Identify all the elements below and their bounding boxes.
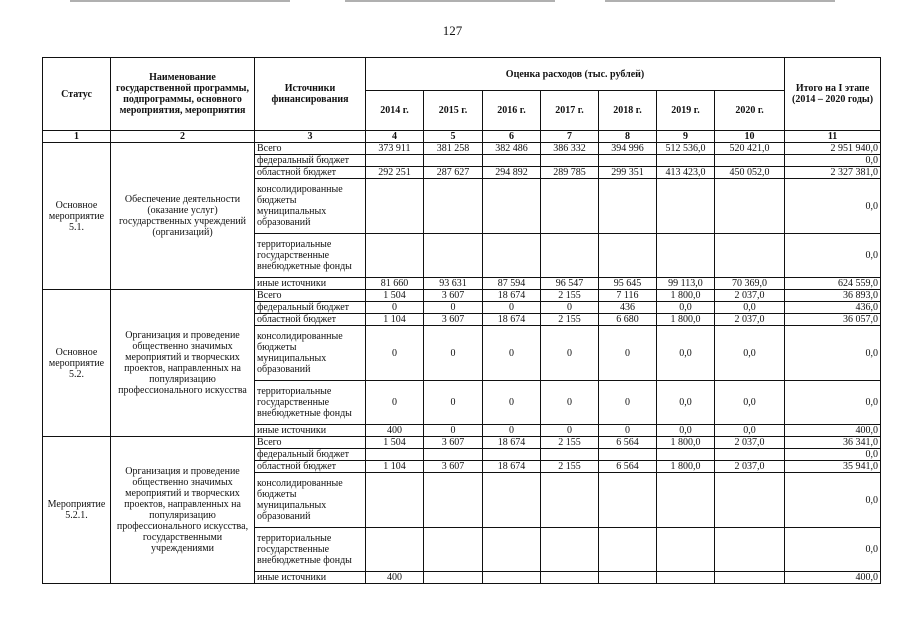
row-source-label: иные источники [255,278,366,290]
row-year-value: 292 251 [366,167,424,179]
row-year-value [715,234,785,278]
row-measure-name: Организация и проведение общественно значимых мероприятий и творческих проектов, направленных на популяризацию профессионального искусства, государственными учреждениями [111,437,255,584]
row-status: Мероприятие 5.2.1. [43,437,111,584]
row-status: Основное мероприятие 5.1. [43,143,111,290]
row-year-value [483,179,541,234]
row-year-value: 394 996 [599,143,657,155]
row-year-value: 96 547 [541,278,599,290]
row-year-value: 0,0 [715,326,785,381]
row-year-value: 1 104 [366,461,424,473]
row-year-value [424,234,483,278]
row-year-value [541,572,599,584]
row-year-value [541,528,599,572]
row-year-value [657,234,715,278]
row-source-label: территориальные государственные внебюджетные фонды [255,381,366,425]
row-year-value [715,449,785,461]
row-year-value [541,473,599,528]
row-total-value: 36 893,0 [785,290,881,302]
row-year-value: 1 504 [366,437,424,449]
row-year-value: 294 892 [483,167,541,179]
row-year-value: 81 660 [366,278,424,290]
row-year-value: 400 [366,425,424,437]
row-year-value: 2 037,0 [715,437,785,449]
row-year-value [599,234,657,278]
row-source-label: иные источники [255,572,366,584]
row-year-value: 512 536,0 [657,143,715,155]
header-year: 2014 г. [366,91,424,131]
row-year-value: 0 [424,381,483,425]
row-year-value [483,473,541,528]
header-year: 2017 г. [541,91,599,131]
row-year-value: 93 631 [424,278,483,290]
row-year-value: 1 800,0 [657,314,715,326]
row-year-value: 2 037,0 [715,314,785,326]
row-year-value: 0 [366,381,424,425]
row-year-value [657,179,715,234]
row-year-value [424,449,483,461]
row-year-value: 1 800,0 [657,290,715,302]
header-total: Итого на I этапе (2014 – 2020 годы) [785,58,881,131]
row-year-value [541,449,599,461]
row-year-value: 0 [483,302,541,314]
table-row [43,437,881,449]
row-total-value: 0,0 [785,179,881,234]
row-year-value [657,155,715,167]
row-year-value: 1 800,0 [657,461,715,473]
row-year-value: 400 [366,572,424,584]
row-year-value: 382 486 [483,143,541,155]
row-year-value: 2 037,0 [715,290,785,302]
row-year-value [424,528,483,572]
row-year-value [366,449,424,461]
row-year-value [366,155,424,167]
row-year-value [715,528,785,572]
column-number: 10 [715,131,785,143]
row-total-value: 35 941,0 [785,461,881,473]
row-year-value: 0 [366,302,424,314]
row-year-value: 436 [599,302,657,314]
row-total-value: 624 559,0 [785,278,881,290]
row-source-label: федеральный бюджет [255,302,366,314]
row-source-label: областной бюджет [255,167,366,179]
row-source-label: территориальные государственные внебюджетные фонды [255,528,366,572]
row-total-value: 2 327 381,0 [785,167,881,179]
row-year-value: 18 674 [483,461,541,473]
row-year-value [541,155,599,167]
row-year-value: 2 037,0 [715,461,785,473]
row-source-label: Всего [255,290,366,302]
row-year-value: 7 116 [599,290,657,302]
row-year-value: 0 [541,425,599,437]
row-total-value: 0,0 [785,473,881,528]
row-total-value: 436,0 [785,302,881,314]
row-year-value: 373 911 [366,143,424,155]
row-year-value [424,155,483,167]
row-year-value [483,155,541,167]
page-number: 127 [442,23,463,38]
row-year-value: 2 155 [541,290,599,302]
row-year-value: 0 [366,326,424,381]
row-year-value: 3 607 [424,314,483,326]
budget-table [42,57,881,584]
column-number: 1 [43,131,111,143]
row-source-label: иные источники [255,425,366,437]
row-total-value: 0,0 [785,381,881,425]
row-year-value [599,449,657,461]
row-year-value: 3 607 [424,290,483,302]
row-year-value [366,179,424,234]
row-year-value: 450 052,0 [715,167,785,179]
row-year-value: 0,0 [657,302,715,314]
row-year-value: 6 564 [599,437,657,449]
row-year-value: 1 104 [366,314,424,326]
row-total-value: 2 951 940,0 [785,143,881,155]
row-year-value [366,234,424,278]
column-number: 5 [424,131,483,143]
row-year-value [483,528,541,572]
row-total-value: 400,0 [785,572,881,584]
row-year-value [424,179,483,234]
row-year-value: 0 [483,425,541,437]
row-source-label: областной бюджет [255,461,366,473]
row-year-value [424,473,483,528]
row-year-value [483,234,541,278]
row-total-value: 36 341,0 [785,437,881,449]
header-year: 2020 г. [715,91,785,131]
budget-body [43,143,881,584]
row-year-value: 0 [599,381,657,425]
header-estimate: Оценка расходов (тыс. рублей) [366,58,785,91]
row-total-value: 400,0 [785,425,881,437]
header-row-top [43,58,881,91]
row-year-value: 2 155 [541,437,599,449]
scan-edge-center [345,0,555,2]
row-year-value: 3 607 [424,437,483,449]
column-number: 2 [111,131,255,143]
header-row-numbers [43,131,881,143]
row-source-label: Всего [255,437,366,449]
row-year-value [715,179,785,234]
row-year-value: 1 800,0 [657,437,715,449]
row-year-value: 6 564 [599,461,657,473]
header-year: 2015 г. [424,91,483,131]
column-number: 11 [785,131,881,143]
row-year-value: 381 258 [424,143,483,155]
row-measure-name: Организация и проведение общественно значимых мероприятий и творческих проектов, направленных на популяризацию профессионального искусства [111,290,255,437]
row-year-value [599,572,657,584]
row-year-value [541,234,599,278]
row-year-value: 3 607 [424,461,483,473]
row-year-value: 87 594 [483,278,541,290]
row-year-value: 0,0 [657,381,715,425]
row-year-value [366,528,424,572]
row-year-value [541,179,599,234]
row-status: Основное мероприятие 5.2. [43,290,111,437]
row-year-value: 0,0 [657,326,715,381]
row-year-value [366,473,424,528]
row-total-value: 0,0 [785,528,881,572]
row-year-value: 289 785 [541,167,599,179]
row-year-value: 0 [599,326,657,381]
header-year: 2019 г. [657,91,715,131]
row-year-value: 2 155 [541,461,599,473]
row-total-value: 0,0 [785,155,881,167]
row-year-value [483,449,541,461]
header-year: 2018 г. [599,91,657,131]
row-year-value: 18 674 [483,437,541,449]
row-year-value: 0 [424,302,483,314]
row-source-label: федеральный бюджет [255,449,366,461]
row-year-value [657,572,715,584]
row-year-value [715,155,785,167]
row-source-label: Всего [255,143,366,155]
row-source-label: федеральный бюджет [255,155,366,167]
row-year-value: 95 645 [599,278,657,290]
row-year-value: 386 332 [541,143,599,155]
column-number: 7 [541,131,599,143]
row-year-value: 70 369,0 [715,278,785,290]
scan-edge-right [605,0,835,2]
row-source-label: консолидированные бюджеты муниципальных образований [255,179,366,234]
row-year-value: 2 155 [541,314,599,326]
column-number: 8 [599,131,657,143]
row-year-value: 18 674 [483,314,541,326]
column-number: 9 [657,131,715,143]
row-year-value [599,473,657,528]
table-row [43,143,881,155]
row-year-value: 1 504 [366,290,424,302]
row-year-value [657,473,715,528]
scan-edge-left [70,0,290,2]
row-year-value: 0 [541,326,599,381]
row-measure-name: Обеспечение деятельности (оказание услуг) государственных учреждений (организаций) [111,143,255,290]
row-year-value: 0 [599,425,657,437]
column-number: 6 [483,131,541,143]
row-year-value: 0 [541,302,599,314]
row-year-value [483,572,541,584]
row-year-value: 0 [541,381,599,425]
row-year-value [599,528,657,572]
header-status: Статус [43,58,111,131]
row-year-value: 299 351 [599,167,657,179]
row-year-value: 6 680 [599,314,657,326]
row-year-value: 0 [424,326,483,381]
row-year-value: 0 [483,381,541,425]
header-year: 2016 г. [483,91,541,131]
row-source-label: областной бюджет [255,314,366,326]
row-year-value [424,572,483,584]
row-year-value: 0 [483,326,541,381]
row-year-value: 287 627 [424,167,483,179]
row-source-label: консолидированные бюджеты муниципальных образований [255,473,366,528]
row-total-value: 36 057,0 [785,314,881,326]
header-name: Наименование государственной программы, подпрограммы, основного мероприятия, мероприятия [111,58,255,131]
column-number: 3 [255,131,366,143]
row-source-label: консолидированные бюджеты муниципальных образований [255,326,366,381]
row-year-value [599,179,657,234]
row-total-value: 0,0 [785,326,881,381]
column-number: 4 [366,131,424,143]
row-year-value [657,449,715,461]
row-year-value: 0,0 [715,381,785,425]
header-sources: Источники финансирования [255,58,366,131]
row-year-value: 0,0 [715,425,785,437]
row-total-value: 0,0 [785,449,881,461]
row-source-label: территориальные государственные внебюджетные фонды [255,234,366,278]
row-year-value: 0,0 [715,302,785,314]
row-year-value: 18 674 [483,290,541,302]
row-year-value [657,528,715,572]
row-year-value [715,473,785,528]
row-year-value: 0 [424,425,483,437]
row-year-value: 0,0 [657,425,715,437]
row-total-value: 0,0 [785,234,881,278]
row-year-value [599,155,657,167]
row-year-value: 99 113,0 [657,278,715,290]
row-year-value [715,572,785,584]
table-row [43,290,881,302]
row-year-value: 520 421,0 [715,143,785,155]
row-year-value: 413 423,0 [657,167,715,179]
